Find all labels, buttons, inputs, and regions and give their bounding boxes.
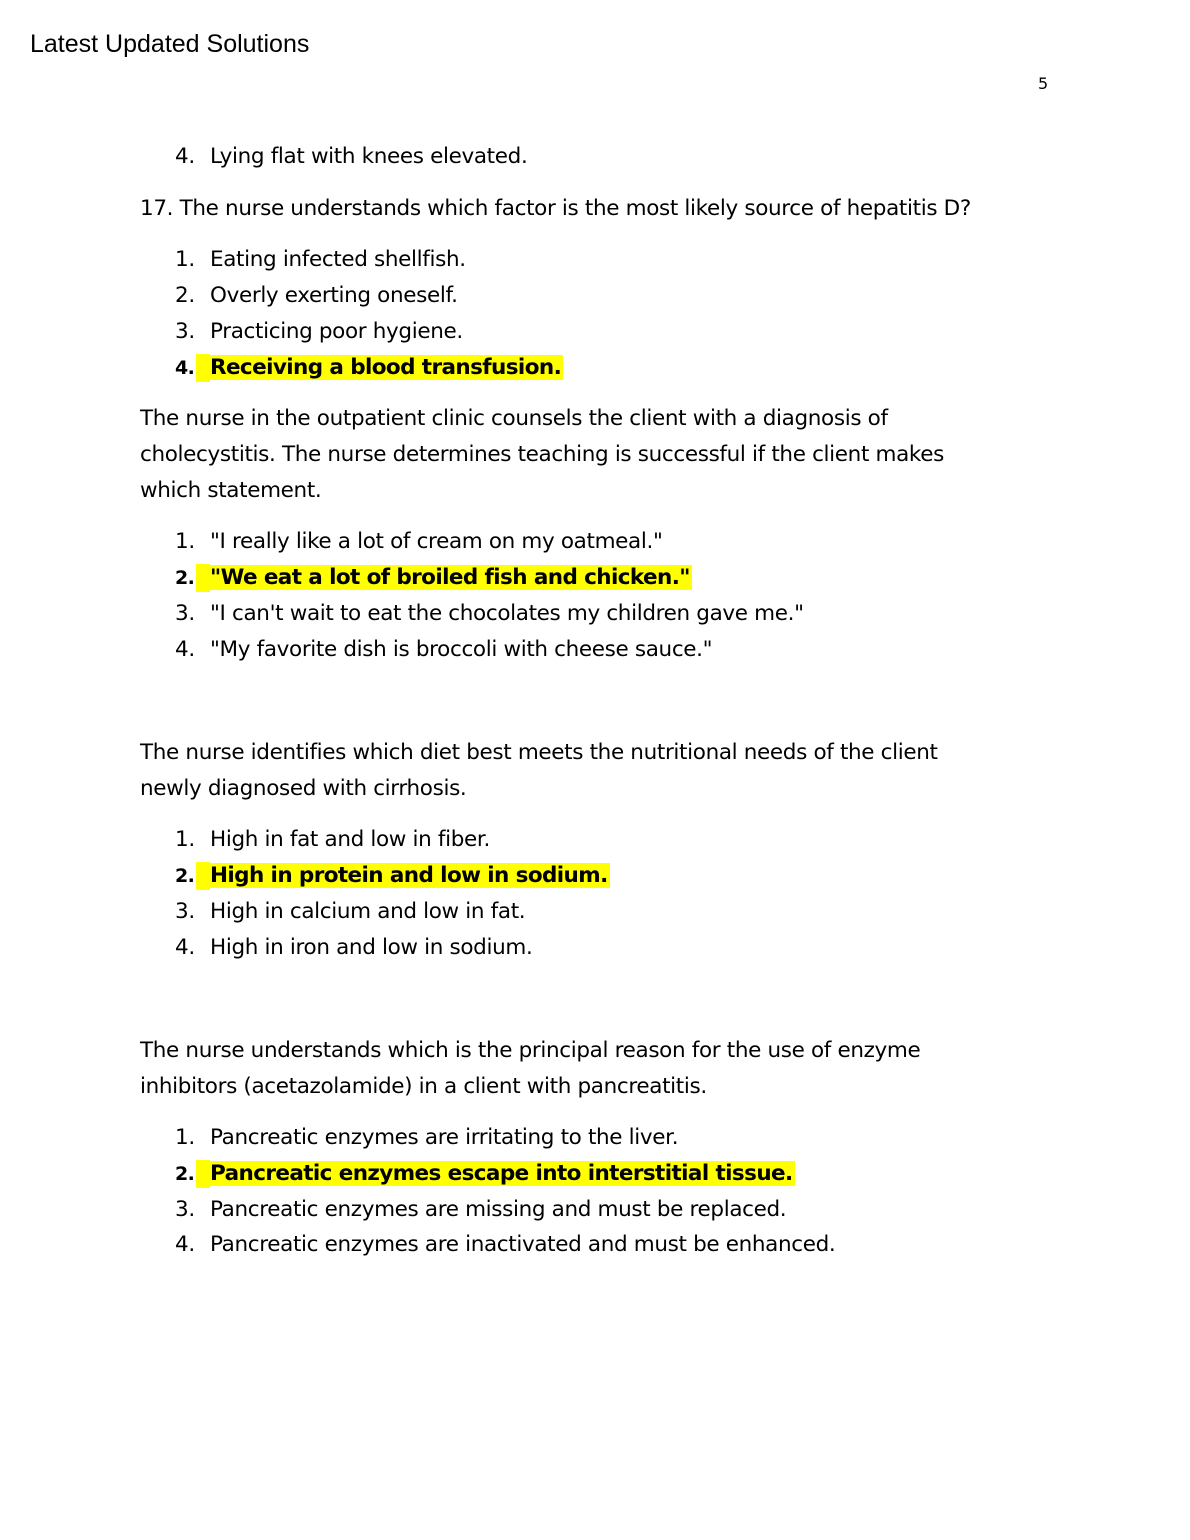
option-text: High in calcium and low in fat.: [210, 899, 526, 924]
answer-option-correct: [175, 350, 563, 386]
option-text: Pancreatic enzymes are irritating to the liver.: [210, 1125, 679, 1150]
option-text: Overly exerting oneself.: [210, 283, 458, 308]
option-number: 2.: [175, 567, 195, 589]
option-text: Practicing poor hygiene.: [210, 319, 463, 344]
option-text: Eating infected shellfish.: [210, 247, 466, 272]
option-text: Lying flat with knees elevated.: [210, 144, 528, 169]
highlight-mark: [196, 1160, 210, 1188]
option-number: 3.: [175, 319, 195, 344]
option-number: 1.: [175, 529, 195, 554]
answer-option: [175, 524, 663, 560]
answer-option: [175, 632, 712, 668]
answer-option: [175, 139, 527, 175]
option-text-highlighted: Receiving a blood transfusion.: [210, 355, 562, 380]
option-number: 4.: [175, 144, 195, 169]
answer-option-correct: [175, 1156, 795, 1192]
option-number: 3.: [175, 601, 195, 626]
highlight-mark: [196, 564, 210, 592]
option-text-highlighted: "We eat a lot of broiled fish and chicken.": [210, 565, 690, 590]
answer-option: [175, 822, 490, 858]
option-text: "My favorite dish is broccoli with cheese sauce.": [210, 637, 713, 662]
option-number: 1.: [175, 247, 195, 272]
question-text: The nurse understands which is the principal reason for the use of enzyme: [140, 1038, 921, 1063]
option-number: 3.: [175, 1197, 195, 1222]
answer-option: [175, 894, 525, 930]
answer-option-correct: [175, 560, 692, 596]
option-number: 2.: [175, 1163, 195, 1185]
option-number: 2.: [175, 865, 195, 887]
option-number: 1.: [175, 827, 195, 852]
option-text: High in fat and low in fiber.: [210, 827, 490, 852]
option-text: Pancreatic enzymes are missing and must be replaced.: [210, 1197, 787, 1222]
answer-option: [175, 314, 463, 350]
option-text: "I really like a lot of cream on my oatmeal.": [210, 529, 663, 554]
answer-option: [175, 1120, 678, 1156]
answer-option: [175, 1227, 835, 1263]
option-text-highlighted: Pancreatic enzymes escape into interstitial tissue.: [210, 1161, 793, 1186]
option-number: 4.: [175, 1232, 195, 1257]
option-number: 1.: [175, 1125, 195, 1150]
question-text: cholecystitis. The nurse determines teaching is successful if the client makes: [140, 442, 944, 467]
answer-option: [175, 1192, 786, 1228]
option-text: High in iron and low in sodium.: [210, 935, 533, 960]
question-text: newly diagnosed with cirrhosis.: [140, 776, 467, 801]
option-number: 4.: [175, 637, 195, 662]
option-number: 3.: [175, 899, 195, 924]
question-text: The nurse in the outpatient clinic counsels the client with a diagnosis of: [140, 406, 888, 431]
question-text: inhibitors (acetazolamide) in a client with pancreatitis.: [140, 1074, 707, 1099]
page-number: 5: [1038, 74, 1049, 93]
question-text: 17. The nurse understands which factor is the most likely source of hepatitis D?: [140, 196, 971, 221]
option-number: 2.: [175, 283, 195, 308]
answer-option: [175, 596, 804, 632]
page-header-title: Latest Updated Solutions: [30, 30, 310, 58]
option-text: Pancreatic enzymes are inactivated and must be enhanced.: [210, 1232, 836, 1257]
highlight-mark: [196, 862, 210, 890]
option-text: "I can't wait to eat the chocolates my children gave me.": [210, 601, 804, 626]
question-text: which statement.: [140, 478, 322, 503]
question-text: The nurse identifies which diet best meets the nutritional needs of the client: [140, 740, 938, 765]
highlight-mark: [196, 354, 210, 382]
option-number: 4.: [175, 935, 195, 960]
option-text-highlighted: High in protein and low in sodium.: [210, 863, 608, 888]
answer-option: [175, 242, 466, 278]
option-number: 4.: [175, 357, 195, 379]
answer-option: [175, 930, 532, 966]
answer-option-correct: [175, 858, 610, 894]
answer-option: [175, 278, 458, 314]
